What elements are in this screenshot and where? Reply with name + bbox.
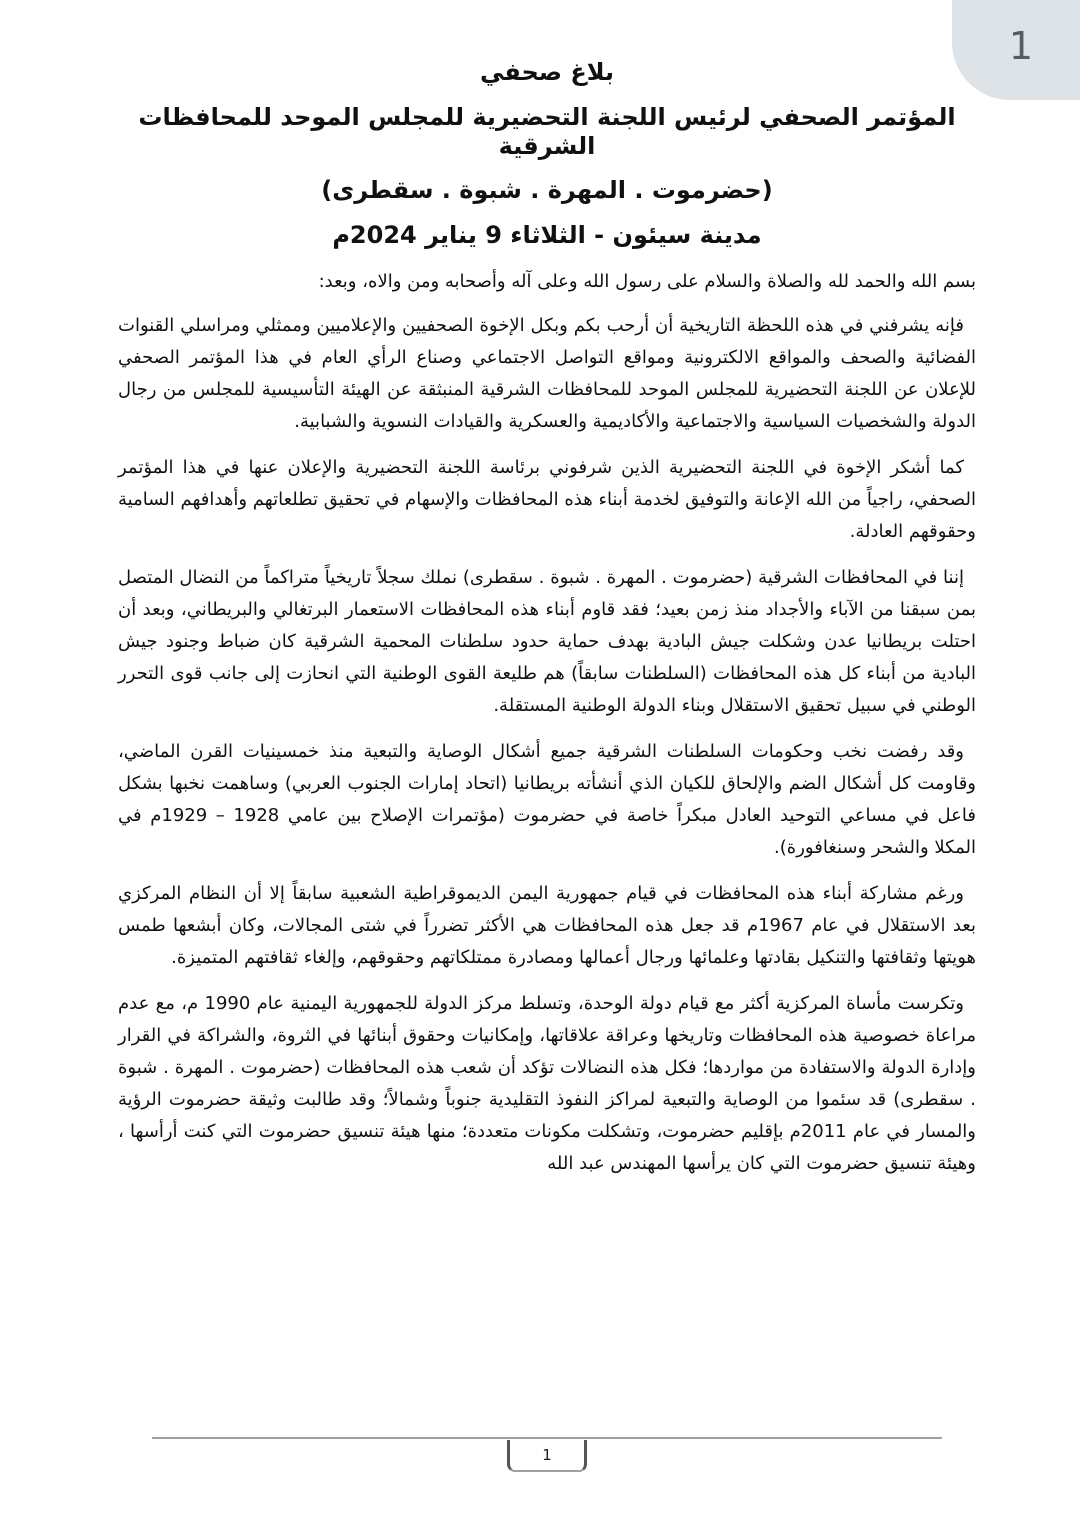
document-subtitle: المؤتمر الصحفي لرئيس اللجنة التحضيرية للمجلس الموحد للمحافظات الشرقية: [138, 102, 956, 160]
paragraph-participation: ورغم مشاركة أبناء هذه المحافظات في قيام جمهورية اليمن الديموقراطية الشعبية سابقاً إلا أن النظام المركزي بعد الاستقلال في عام 1967م قد جعل هذه المحافظات هي الأكثر تضرراً في شتى المجالات، وكان أبشعها طمس هويتها وثقافتها والتنكيل بقادتها وعلمائها ورجال أعمالها ومصادرة ممتلكاتهم وحقوقهم، وإلغاء ثقافتهم المتميزة.: [118, 882, 976, 968]
paragraph-centralization: وتكرست مأساة المركزية أكثر مع قيام دولة الوحدة، وتسلط مركز الدولة للجمهورية اليمنية عام 1990 م، مع عدم مراعاة خصوصية هذه المحافظات وتاريخها وعراقة علاقاتها، وإمكانيات وحقوق أبنائها في الثروة، والشراكة في القرار وإدارة الدولة والاستفادة من مواردها؛ فكل هذه النضالات تؤكد أن شعب هذه المحافظات (حضرموت . المهرة . شبوة . سقطرى) قد سئموا من الوصاية والتبعية لمراكز النفوذ التقليدية جنوباً وشمالاً؛ وقد طالبت وثيقة حضرموت الرؤية والمسار في عام 2011م بإقليم حضرموت، وتشكلت مكونات متعددة؛ منها هيئة تنسيق حضرموت التي كنت أرأسها ، وهيئة تنسيق حضرموت التي كان يرأسها المهندس عبد الله: [118, 992, 976, 1174]
document-place-date: مدينة سيئون - الثلاثاء 9 يناير 2024م: [332, 221, 762, 250]
paragraph-rejection: وقد رفضت نخب وحكومات السلطنات الشرقية جميع أشكال الوصاية والتبعية منذ خمسينيات القرن الماضي، وقاومت كل أشكال الضم والإلحاق للكيان الذي أنشأته بريطانيا (اتحاد إمارات الجنوب العربي) وساهمت نخبها بشكل فاعل في مساعي التوحيد العادل مبكراً خاصة في حضرموت (مؤتمرات الإصلاح بين عامي 1928 – 1929م في المكلا والشحر وسنغافورة).: [118, 740, 976, 858]
page-number-badge-label: 1: [1008, 24, 1034, 68]
document-governorates: (حضرموت . المهرة . شبوة . سقطرى): [321, 176, 773, 205]
paragraph-history: إننا في المحافظات الشرقية (حضرموت . المهرة . شبوة . سقطرى) نملك سجلاً تاريخياً متراكماً من النضال المتصل بمن سبقنا من الآباء والأجداد منذ زمن بعيد؛ فقد قاوم أبناء هذه المحافظات الاستعمار البرتغالي والبريطاني، وبعد أن احتلت بريطانيا عدن وشكلت جيش البادية بهدف حماية حدود سلطنات المحمية الشرقية كان ضباط وجنود جيش البادية من أبناء كل هذه المحافظات (السلطنات سابقاً) هم طليعة القوى الوطنية التي انحازت إلى جانب قوى التحرر الوطني في سبيل تحقيق الاستقلال وبناء الدولة الوطنية المستقلة.: [118, 566, 976, 716]
salutation: بسم الله والحمد لله والصلاة والسلام على رسول الله وعلى آله وأصحابه ومن والاه، وبعد:: [318, 270, 976, 292]
paragraph-welcome: فإنه يشرفني في هذه اللحظة التاريخية أن أرحب بكم وبكل الإخوة الصحفيين والإعلاميين وممثلي ومراسلي القنوات الفضائية والصحف والمواقع الالكترونية ومواقع التواصل الاجتماعي وصناع الرأي العام في هذا المؤتمر الصحفي للإعلان عن اللجنة التحضيرية للمجلس الموحد للمحافظات الشرقية المنبثقة عن الهيئة التأسيسية للمجلس من رجال الدولة والشخصيات السياسية والاجتماعية والأكاديمية والعسكرية والقيادات النسوية والشبابية.: [118, 314, 976, 432]
press-release-document: [118, 58, 976, 1194]
footer-divider: [152, 1437, 942, 1439]
paragraph-thanks: كما أشكر الإخوة في اللجنة التحضيرية الذين شرفوني برئاسة اللجنة التحضيرية والإعلان عنها في هذا المؤتمر الصحفي، راجياً من الله الإعانة والتوفيق لخدمة أبناء هذه المحافظات والإسهام في تحقيق تطلعاتهم وأهدافهم السامية وحقوقهم العادلة.: [118, 456, 976, 542]
document-title: بلاغ صحفي: [479, 58, 615, 86]
footer-page-number: [507, 1440, 587, 1472]
footer-page-number-label: 1: [542, 1446, 552, 1464]
